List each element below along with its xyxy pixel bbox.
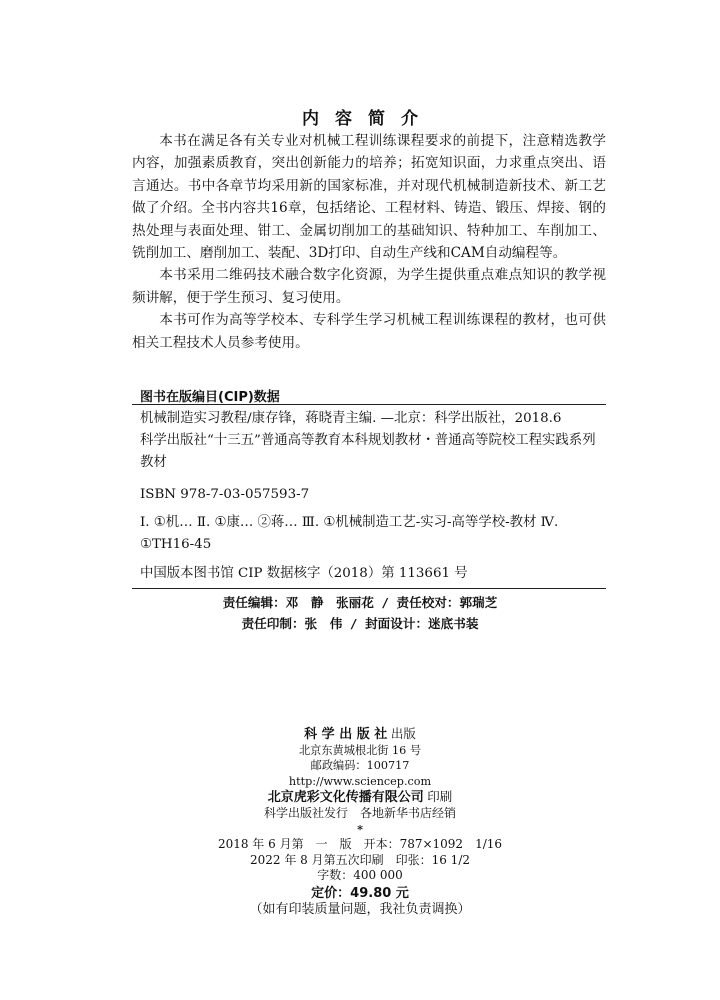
cip-line-series: 科学出版社“十三五”普通高等教育本科规划教材・普通高等院校工程实践系列教材 [140,433,596,470]
printer-name: 北京虎彩文化传播有限公司 [267,790,424,806]
cip-title: 图书在版编目(CIP)数据 [140,390,280,405]
intro-body [132,130,606,354]
publisher-postcode: 邮政编码：100717 [310,759,410,773]
price: 定价：49.80 元 [311,885,409,901]
staff-line-production: 责任印制：张 伟 / 封面设计：迷底书装 [241,616,479,631]
staff-credits [0,592,720,634]
edition-line: 2018 年 6 月第 一 版 开本：787×1092 1/16 [217,837,503,852]
cip-bottom-rule [132,588,606,589]
isbn-text: ISBN 978-7-03-057593-7 [140,487,310,502]
intro-paragraph-2: 本书采用二维码技术融合数字化资源，为学生提供重点难点知识的教学视频讲解，便于学生预习、复习使用。 [132,267,606,306]
cip-top-rule [132,404,606,405]
intro-paragraph-1: 本书在满足各有关专业对机械工程训练课程要求的前提下，注意精选教学内容，加强素质教育，突出创新能力的培养；拓宽知识面，力求重点突出、语言通达。书中各章节均采用新的国家标准，并对现代机械制造新技术、新工艺做了介绍。全书内容共16章，包括绪论、工程材料、铸造、锻压、焊接、钢的热处理与表面处理、钳工、金属切削加工的基础知识、特种加工、车削加工、铣削加工、磨削加工、装配、3D打印、自动生产线和CAM自动编程等。 [132,133,606,262]
imprint-block [0,726,720,917]
quality-notice: （如有印装质量问题，我社负责调换） [249,901,471,917]
publisher-line [0,726,720,743]
cip-record [140,563,602,585]
staff-line-editors: 责任编辑：邓 静 张丽花 / 责任校对：郭瑞芝 [222,595,498,610]
intro-title: 内容简介 [302,109,434,129]
publisher-url: http://www.sciencep.com [288,774,432,788]
printer-line [0,789,720,806]
publisher-suffix: 出版 [390,726,416,741]
cip-line-bibliographic: 机械制造实习教程/康存锋，蒋晓青主编. —北京：科学出版社，2018.6 [140,411,562,426]
cip-block-1 [140,408,602,474]
cip-classification [140,512,602,556]
classification-text: Ⅰ. ①机… Ⅱ. ①康… ②蒋… Ⅲ. ①机械制造工艺-实习-高等学校-教材 Ⅳ. ①TH16-45 [140,515,559,552]
separator-star: * [357,821,363,836]
publisher-name: 科 学 出 版 社 [304,727,388,742]
intro-paragraph-3: 本书可作为高等学校本、专科学生学习机械工程训练课程的教材，也可供相关工程技术人员参考使用。 [132,312,606,351]
cip-isbn [140,484,602,506]
printing-line: 2022 年 8 月第五次印刷 印张：16 1/2 [249,852,470,867]
word-count: 字数：400 000 [317,868,403,883]
publisher-address: 北京东黄城根北街 16 号 [298,743,422,757]
distribution-line: 科学出版社发行 各地新华书店经销 [263,805,456,820]
cip-record-text: 中国版本图书馆 CIP 数据核字（2018）第 113661 号 [140,566,468,581]
printer-suffix: 印刷 [427,789,453,805]
